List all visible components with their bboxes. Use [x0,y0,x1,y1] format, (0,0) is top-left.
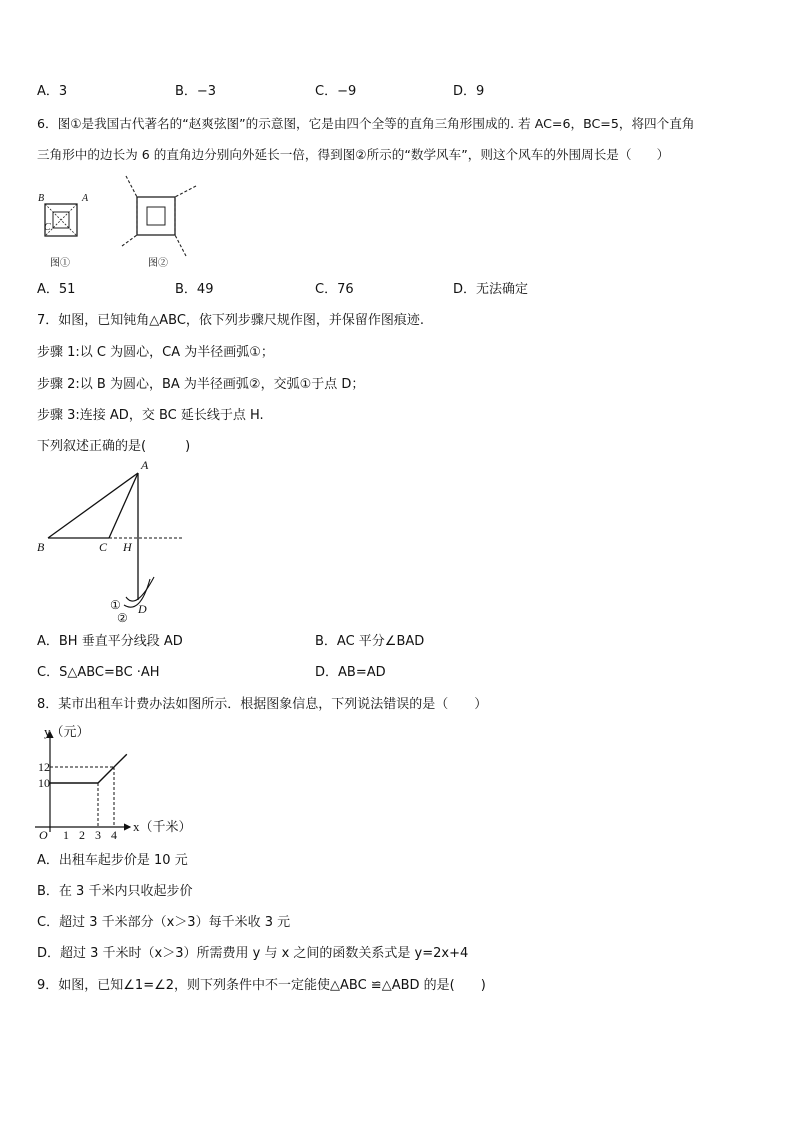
arc-2-label: ② [117,611,128,625]
y-tick-label: 10 [38,776,50,790]
q8-option-a[interactable]: A．出租车起步价是 10 元 [37,853,188,868]
q5-option-a[interactable]: A．3 [37,84,68,99]
q5-option-c[interactable]: C．−9 [315,84,357,99]
q5-option-d[interactable]: D．9 [453,84,485,99]
windmill-blade [175,186,196,235]
q5-option-b[interactable]: B．−3 [175,84,217,99]
label-a: A [141,458,149,472]
q7-step1: 步骤 1:以 C 为圆心，CA 为半径画弧①； [37,345,274,360]
q6-option-a[interactable]: A．51 [37,282,76,297]
q8-option-b[interactable]: B．在 3 千米内只收起步价 [37,884,193,899]
arc-1-label: ① [110,598,121,612]
x-tick-label: 2 [79,828,85,842]
outer-square [137,197,175,235]
q9-question-line1: 9．如图，已知∠1=∠2，则下列条件中不一定能使△ABC ≌△ABD 的是( ) [37,978,486,993]
q6-option-d[interactable]: D．无法确定 [453,282,529,297]
q6-figure2 [120,170,200,275]
q7-option-a[interactable]: A．BH 垂直平分线段 AD [37,634,183,649]
label-a: A [82,193,89,204]
inner-square [147,207,165,225]
x-tick-label: 4 [111,828,117,842]
q7-option-c[interactable]: C．S△ABC=BC ·AH [37,665,160,680]
fare-series-line [50,754,127,783]
q7-option-d[interactable]: D．AB=AD [315,665,386,680]
q8-option-d[interactable]: D．超过 3 千米时（x＞3）所需费用 y 与 x 之间的函数关系式是 y=2x+4 [37,946,469,961]
label-c: C [44,222,51,233]
q6-question-line2: 三角形中的边长为 6 的直角边分别向外延长一倍，得到图②所示的“数学风车”，则这个风车的外围周长是（ ） [37,147,670,162]
x-tick-label: 3 [95,828,101,842]
y-axis-label: y（元） [44,724,90,739]
fare-chart [30,722,200,840]
label-h: H [123,540,132,554]
figure2-caption: 图② [148,258,168,269]
figure1-caption: 图① [50,258,70,269]
q7-prompt: 下列叙述正确的是( ) [37,439,191,454]
label-b: B [38,193,45,204]
q6-option-b[interactable]: B．49 [175,282,214,297]
segment-ab [48,473,138,538]
q7-question-line1: 7．如图，已知钝角△ABC，依下列步骤尺规作图，并保留作图痕迹. [37,313,425,328]
y-tick-label: 12 [38,760,50,774]
x-axis-label: x（千米） [133,819,192,834]
label-b: B [37,540,45,554]
q7-step2: 步骤 2:以 B 为圆心，BA 为半径画弧②，交弧①于点 D； [37,377,365,392]
windmill-blade [137,235,186,256]
windmill-blade [126,176,175,197]
label-d: D [138,602,147,616]
q6-option-c[interactable]: C．76 [315,282,354,297]
q6-figure1 [36,190,96,275]
q7-figure [30,455,200,630]
q8-question-line1: 8．某市出租车计费办法如图所示．根据图象信息，下列说法错误的是（ ） [37,697,488,712]
x-tick-label: 1 [63,828,69,842]
windmill-blade [122,197,137,246]
q7-option-b[interactable]: B．AC 平分∠BAD [315,634,425,649]
origin-label: O [39,828,48,842]
q8-option-c[interactable]: C．超过 3 千米部分（x＞3）每千米收 3 元 [37,915,291,930]
q7-step3: 步骤 3:连接 AD，交 BC 延长线于点 H. [37,408,264,423]
label-c: C [99,540,108,554]
q6-question-line1: 6．图①是我国古代著名的“赵爽弦图”的示意图，它是由四个全等的直角三角形围成的. 若 AC=6，BC=5，将四个直角 [37,116,695,131]
